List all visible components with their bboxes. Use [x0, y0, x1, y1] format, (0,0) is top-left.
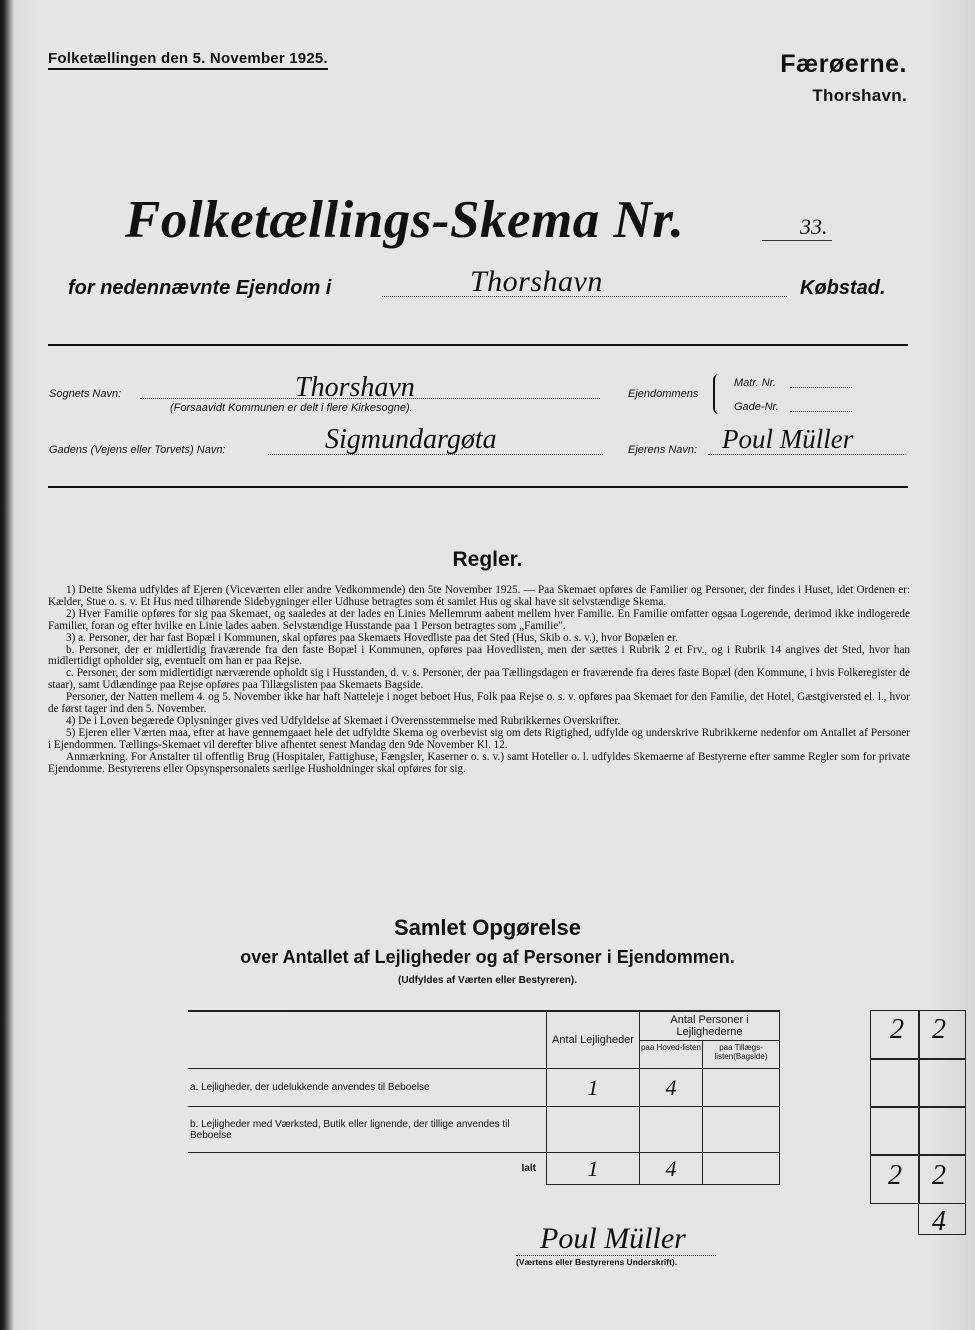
summary-note: (Udfyldes af Værten eller Bestyreren).: [398, 975, 577, 986]
rule-paragraph: 4) De i Loven begærede Oplysninger gives ved Udfyldelse af Skemaet i Overensstemmelse med Rubrikkernes Overskrifter.: [66, 714, 621, 727]
total-supp: [703, 1153, 780, 1185]
row-a-label: a. Lejligheder, der udelukkende anvendes til Beboelse: [188, 1069, 547, 1107]
tally-mid-left: 2: [888, 1160, 902, 1191]
rules-title: Regler.: [452, 548, 523, 571]
owner-label: Ejerens Navn:: [628, 444, 698, 456]
col-main-list: paa Hoved-listen: [640, 1041, 703, 1068]
tally-top-left: 2: [890, 1014, 904, 1045]
rule-annotation: Anmærkning. For Anstalter til offentlig Brug (Hospitaler, Fattighuse, Fængsler, Kaserner o. s. v.) samt Hoteller o. l. udfyldes Skemaerne af Bestyrerne efter samme Regler som for private Ejendomme. Bestyrerens eller Opsynspersonalets særlige Husholdninger skal opføres for sig.: [48, 750, 910, 775]
row-b-apartments: [547, 1107, 640, 1153]
rule-paragraph: Personer, der Natten mellem 4. og 5. November ikke har haft Natteleje i noget beboet Hus, Folk paa Rejse o. s. v. opføres paa Skemaet for den Familie, det Hotel, Gæstgiversted el. l., hvor de først tager ind den 5. November.: [48, 691, 910, 716]
street-value: Sigmundargøta: [325, 424, 497, 455]
rule-paragraph: 3) a. Personer, der har fast Bopæl i Kommunen, skal opføres paa Skemaets Hovedliste paa det Sted (Hus, Skib o. s. v.), hvor Bopælen er.: [66, 631, 678, 644]
rule-paragraph: 5) Ejeren eller Værten maa, efter at have gennemgaaet hele det udfyldte Skema og overbevist sig om dets Rigtighed, udfylde og underskrive Rubrikkerne nedenfor om Antallet af Personer i Ejendommen. Tællings-Skemaet vil derefter blive afhentet senest Mandag den 9de November Kl. 12.: [48, 726, 910, 751]
form-number: 33.: [800, 214, 828, 239]
rule-paragraph: c. Personer, der som midlertidigt nærværende opholdt sig i Husstanden, d. v. s. Personer, der paa Tællingsdagen er fraværende fra deres faste Bopæl (den Kommune, i hvis Folkeregister de staar), samt Udlændinge paa Rejse opføres paa Tillægslisten paa Skemaets Bagside.: [48, 667, 910, 692]
row-b-label: b. Lejligheder med Værksted, Butik eller lignende, der tillige anvendes til Beboelse: [188, 1107, 547, 1153]
col-supp-list: paa Tillægs-listen(Bagside): [714, 1043, 768, 1061]
signature-label: (Værtens eller Bestyrerens Underskrift).: [516, 1257, 678, 1267]
tally-top-right: 2: [932, 1014, 946, 1045]
gade-label: Gade-Nr.: [734, 401, 779, 413]
total-main: 4: [640, 1153, 703, 1185]
divider-top: [48, 344, 908, 346]
census-date: Folketællingen den 5. November 1925.: [48, 50, 328, 70]
row-b-main: [640, 1107, 703, 1153]
rules-text: [48, 585, 910, 776]
tally-cell: [918, 1106, 966, 1156]
summary-corner: [188, 1011, 547, 1069]
divider-bottom: [48, 486, 908, 488]
total-apartments: 1: [547, 1153, 640, 1185]
form-title: Folketællings-Skema Nr.: [125, 191, 685, 249]
parish-label: Sognets Navn:: [49, 388, 122, 400]
rule-paragraph: 2) Hver Familie opføres for sig paa Skemaet, og saaledes at der lades en Linies Mellemrum aabent mellem hver Familie. En Familie omfatter ogsaa Logerende, derimod ikke indlogerede Familier, foran og efter hvilke en Linie lades aaben. Selvstændige Husstande paa 1 Person betragtes som „Familie".: [48, 607, 910, 632]
tally-bottom: 4: [932, 1206, 946, 1237]
col-persons-group: [640, 1011, 780, 1069]
tally-cell: [870, 1106, 920, 1156]
form-number-line: [762, 240, 832, 241]
signature-line: [516, 1255, 716, 1256]
row-a-apartments: 1: [547, 1069, 640, 1107]
property-value: Thorshavn: [470, 265, 603, 298]
gade-line: [790, 411, 852, 412]
matr-line: [790, 387, 852, 388]
region-name: Færøerne.: [780, 50, 907, 78]
summary-subtitle: over Antallet af Lejligheder og af Personer i Ejendommen.: [240, 947, 735, 967]
summary-title: Samlet Opgørelse: [393, 915, 582, 940]
col-apartments: Antal Lejligheder: [547, 1011, 640, 1069]
parish-note: (Forsaavidt Kommunen er delt i flere Kirkesogne).: [170, 402, 413, 414]
row-b-supp: [703, 1107, 780, 1153]
parish-value: Thorshavn: [295, 372, 415, 403]
summary-table: [188, 1010, 780, 1185]
tally-cell: [918, 1058, 966, 1108]
total-label: Ialt: [188, 1153, 547, 1185]
col-persons: Antal Personer i Lejlighederne: [640, 1012, 779, 1041]
row-a-supp: [703, 1069, 780, 1107]
row-a-main: 4: [640, 1069, 703, 1107]
rule-paragraph: b. Personer, der er midlertidig fraværende fra den faste Bopæl i Kommunen, opføres paa Hovedlisten, men der sættes i Rubrik 2 et Frv., og i Rubrik 14 angives det Sted, hvor han midlertidigt opholder sig, eventuelt om han er paa Rejse.: [48, 643, 910, 668]
signature: Poul Müller: [540, 1222, 686, 1255]
tally-cell: [870, 1058, 920, 1108]
property-id-label: Ejendommens: [628, 388, 699, 400]
owner-value: Poul Müller: [722, 424, 854, 454]
property-label: for nedennævnte Ejendom i: [68, 277, 332, 299]
matr-label: Matr. Nr.: [734, 377, 776, 389]
property-suffix: Købstad.: [800, 277, 886, 299]
rule-paragraph: 1) Dette Skema udfyldes af Ejeren (Viceværten eller andre Vedkommende) den 5te November 1925. — Paa Skemaet opføres de Familier og Personer, der findes i Huset, idet Ordenen er: Kælder, Stue o. s. v. Et Hus med tilhørende Sidebygninger eller Udhuse betragtes som ét samlet Hus og skal have sit selvstændige Skema.: [48, 584, 910, 608]
city-name: Thorshavn.: [812, 86, 907, 105]
tally-grid: [870, 1010, 966, 1236]
brace: [713, 374, 723, 414]
street-label: Gadens (Vejens eller Torvets) Navn:: [49, 444, 226, 456]
tally-mid-right: 2: [932, 1160, 946, 1191]
